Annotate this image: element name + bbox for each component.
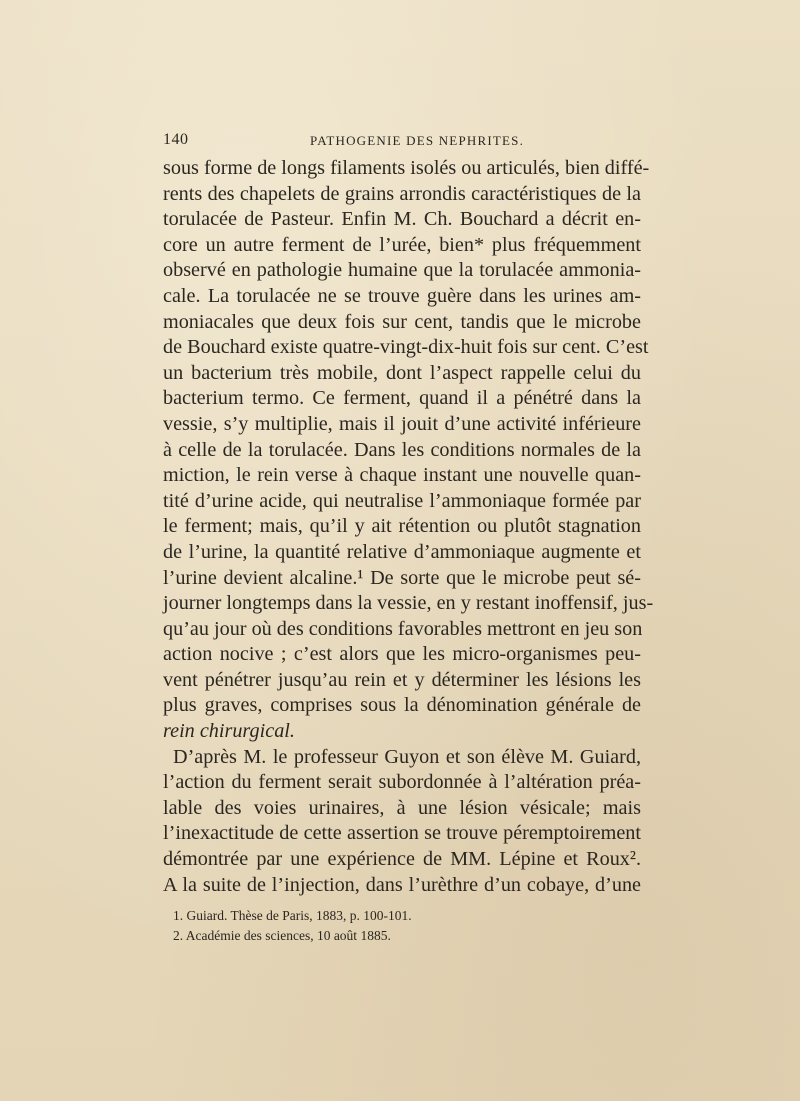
footnotes: [173, 906, 641, 946]
page-number: 140: [163, 131, 189, 148]
text-line: de Bouchard existe quatre-vingt-dix-huit fois sur cent. C’est: [163, 336, 649, 359]
text-line: le ferment; mais, qu’il y ait rétention ou plutôt stagnation: [163, 515, 641, 538]
text-line: action nocive ; c’est alors que les micro-organismes peu-: [163, 643, 641, 666]
text-line: démontrée par une expérience de MM. Lépine et Roux².: [163, 848, 641, 871]
text-line: qu’au jour où des conditions favorables mettront en jeu son: [163, 617, 643, 640]
text-line: core un autre ferment de l’urée, bien* plus fréquemment: [163, 233, 641, 256]
text-line: bacterium termo. Ce ferment, quand il a pénétré dans la: [163, 387, 641, 410]
text-line: à celle de la torulacée. Dans les conditions normales de la: [163, 438, 641, 461]
text-line: torulacée de Pasteur. Enfin M. Ch. Bouchard a décrit en-: [163, 208, 641, 231]
text-line: de l’urine, la quantité relative d’ammoniaque augmente et: [163, 540, 641, 563]
text-line: un bacterium très mobile, dont l’aspect rappelle celui du: [163, 361, 641, 384]
page-header: [163, 131, 641, 153]
running-title: PATHOGENIE DES NEPHRITES.: [309, 133, 525, 148]
text-line: miction, le rein verse à chaque instant une nouvelle quan-: [163, 464, 641, 487]
text-line-italic: [163, 719, 641, 745]
footnote: 1. Guiard. Thèse de Paris, 1883, p. 100-101.: [173, 908, 412, 923]
text-line: tité d’urine acide, qui neutralise l’ammoniaque formée par: [163, 489, 641, 512]
text-line: sous forme de longs filaments isolés ou articulés, bien diffé-: [163, 157, 650, 179]
body-text: [163, 156, 654, 898]
text-line: journer longtemps dans la vessie, en y restant inoffensif, jus-: [163, 592, 654, 615]
text-line: l’action du ferment serait subordonnée à l’altération préa-: [163, 771, 641, 794]
text-line: l’inexactitude de cette assertion se trouve péremptoirement: [163, 822, 641, 845]
text-line: moniacales que deux fois sur cent, tandis que le microbe: [163, 310, 641, 333]
text-line: vent pénétrer jusqu’au rein et y déterminer les lésions les: [163, 668, 641, 691]
text-line: A la suite de l’injection, dans l’urèthre d’un cobaye, d’une: [163, 873, 641, 896]
text-line: vessie, s’y multiplie, mais il jouit d’une activité inférieure: [163, 412, 641, 435]
italic-term: rein chirurgical.: [163, 720, 295, 743]
footnote: 2. Académie des sciences, 10 août 1885.: [173, 928, 391, 943]
text-line: plus graves, comprises sous la dénomination générale de: [163, 694, 641, 717]
text-line: observé en pathologie humaine que la torulacée ammonia-: [163, 259, 641, 282]
text-line: l’urine devient alcaline.¹ De sorte que le microbe peut sé-: [163, 566, 641, 589]
text-line: cale. La torulacée ne se trouve guère dans les urines am-: [163, 284, 641, 307]
text-line: rents des chapelets de grains arrondis caractéristiques de la: [163, 182, 641, 205]
text-line: lable des voies urinaires, à une lésion vésicale; mais: [163, 796, 641, 819]
text-line: D’après M. le professeur Guyon et son élève M. Guiard,: [173, 745, 641, 768]
